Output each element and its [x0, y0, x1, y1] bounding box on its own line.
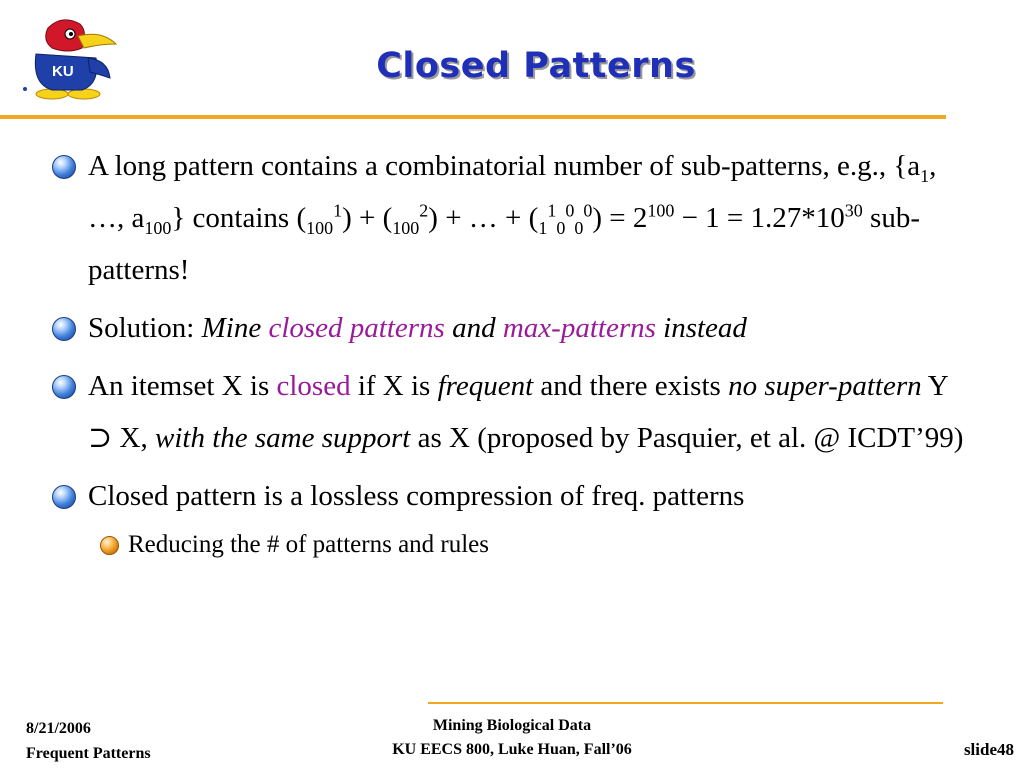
footer-topic: Frequent Patterns	[26, 745, 151, 762]
slide-title: Closed Patterns	[376, 46, 696, 86]
slide-body	[48, 140, 978, 562]
bullet-item: Closed pattern is a lossless compression of freq. patterns	[48, 470, 978, 522]
logo-text: KU	[52, 63, 74, 80]
bullet-icon	[52, 485, 76, 509]
bullet-item: Solution: Mine closed patterns and max-patterns instead	[48, 302, 978, 354]
footer-course-info: KU EECS 800, Luke Huan, Fall’06	[392, 741, 632, 758]
bullet-item: An itemset X is closed if X is frequent and there exists no super-pattern Y ⊃ X, with the same support as X (proposed by Pasquier, et al. @ ICDT’99)	[48, 360, 978, 464]
bullet-item: A long pattern contains a combinatorial number of sub-patterns, e.g., {$a_1$, …, $a_{100}$} contains $(_{100}^1) + (_{100}^2)$ + … + $(_1^1_0^0_0^0) = 2^{100} - 1 = 1.27*10^{30}$ sub-patterns!	[48, 140, 978, 296]
footer-date: 8/21/2006	[26, 720, 91, 737]
title-divider	[0, 115, 946, 119]
slide-number: slide48	[963, 740, 1014, 759]
footer-course-title: Mining Biological Data	[432, 717, 592, 734]
footer-center	[0, 714, 1024, 762]
sub-bullet-icon	[100, 536, 119, 555]
bullet-icon	[52, 317, 76, 341]
sub-bullet-item: Reducing the # of patterns and rules	[48, 528, 978, 562]
footer-divider	[428, 702, 943, 704]
bullet-icon	[52, 155, 76, 179]
bullet-icon	[52, 375, 76, 399]
